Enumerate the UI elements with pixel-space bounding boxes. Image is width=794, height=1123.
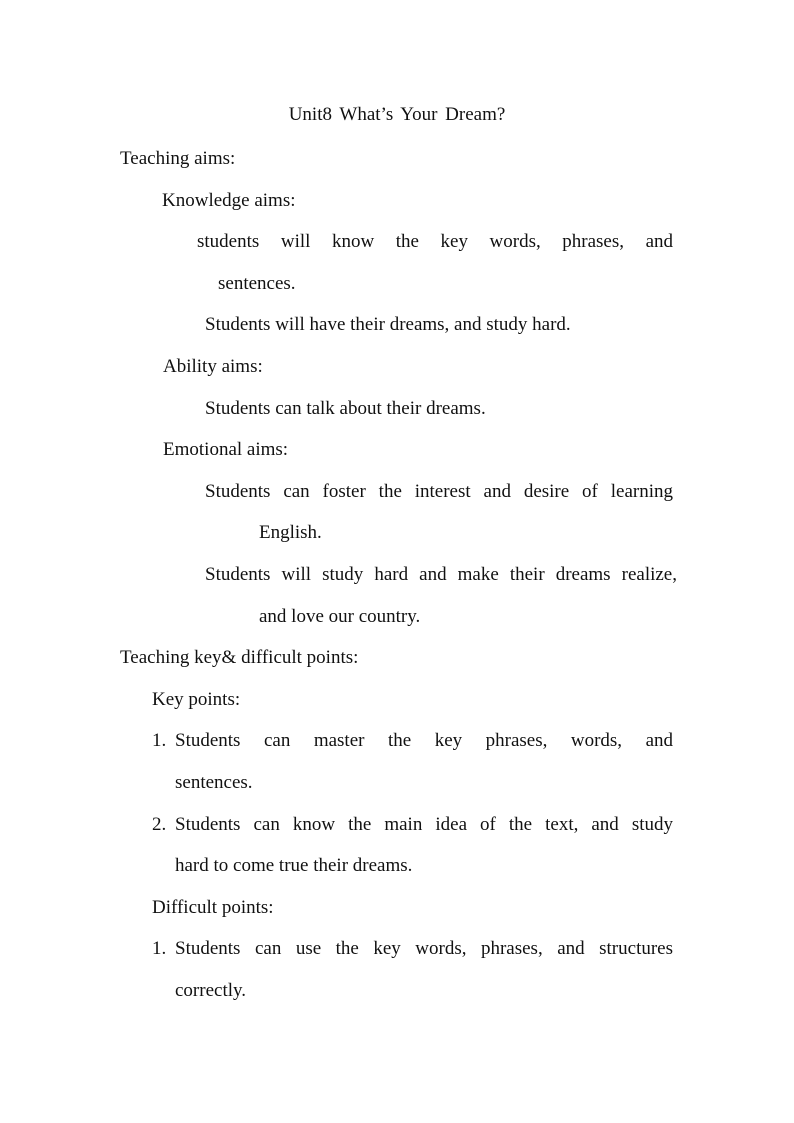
key-difficult-heading: Teaching key& difficult points: xyxy=(120,647,359,668)
emotional-aim-1-line-2: English. xyxy=(259,522,322,543)
ability-aims-heading: Ability aims: xyxy=(163,356,263,377)
key-point-2-number: 2. xyxy=(152,814,167,835)
key-point-1-number: 1. xyxy=(152,730,167,751)
key-points-heading: Key points: xyxy=(152,689,241,710)
difficult-point-1-number: 1. xyxy=(152,938,167,959)
key-point-2-line-2: hard to come true their dreams. xyxy=(175,855,413,876)
key-point-1 xyxy=(152,730,673,752)
knowledge-aim-1-line-1: students will know the key words, phrases, and xyxy=(197,231,673,252)
knowledge-aims-heading: Knowledge aims: xyxy=(162,190,296,211)
knowledge-aim-2: Students will have their dreams, and study hard. xyxy=(205,314,571,335)
knowledge-aim-1-line-2: sentences. xyxy=(218,273,296,294)
emotional-aim-2-line-2: and love our country. xyxy=(259,606,421,627)
key-point-2-line-1: Students can know the main idea of the text, and study xyxy=(175,814,673,835)
emotional-aim-2-line-1: Students will study hard and make their dreams realize, xyxy=(205,564,677,585)
difficult-point-1-line-2: correctly. xyxy=(175,980,247,1001)
emotional-aim-1-line-1: Students can foster the interest and desire of learning xyxy=(205,481,673,502)
difficult-point-1 xyxy=(152,938,673,960)
difficult-points-heading: Difficult points: xyxy=(152,897,274,918)
emotional-aims-heading: Emotional aims: xyxy=(163,439,289,460)
difficult-point-1-line-1: Students can use the key words, phrases, and structures xyxy=(175,938,673,959)
key-point-1-line-1: Students can master the key phrases, words, and xyxy=(175,730,673,751)
key-point-2 xyxy=(152,814,673,836)
teaching-aims-heading: Teaching aims: xyxy=(120,148,236,169)
key-point-1-line-2: sentences. xyxy=(175,772,253,793)
ability-aim-1: Students can talk about their dreams. xyxy=(205,398,486,419)
document-title: Unit8 What’s Your Dream? xyxy=(288,104,506,125)
